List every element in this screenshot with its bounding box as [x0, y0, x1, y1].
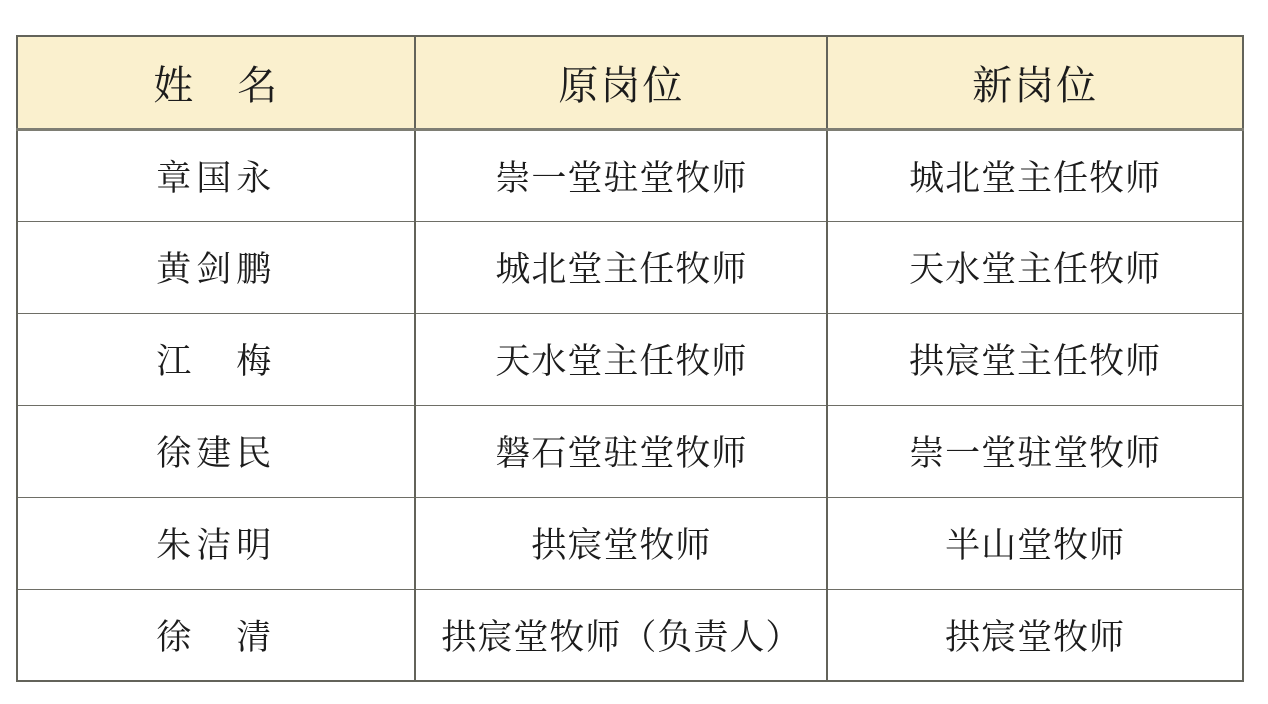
cell-new-position: 城北堂主任牧师	[827, 129, 1243, 221]
cell-name: 章国永	[17, 129, 415, 221]
cell-name: 朱洁明	[17, 497, 415, 589]
cell-name: 徐 清	[17, 589, 415, 681]
cell-new-position: 天水堂主任牧师	[827, 221, 1243, 313]
cell-name: 黄剑鹏	[17, 221, 415, 313]
cell-old-position: 城北堂主任牧师	[415, 221, 827, 313]
cell-new-position: 半山堂牧师	[827, 497, 1243, 589]
table-row	[17, 129, 1243, 221]
cell-old-position: 天水堂主任牧师	[415, 313, 827, 405]
table-row	[17, 405, 1243, 497]
column-header-new-position: 新岗位	[827, 36, 1243, 129]
cell-name: 江 梅	[17, 313, 415, 405]
cell-old-position: 崇一堂驻堂牧师	[415, 129, 827, 221]
column-header-old-position: 原岗位	[415, 36, 827, 129]
cell-new-position: 拱宸堂牧师	[827, 589, 1243, 681]
table-row	[17, 313, 1243, 405]
cell-old-position: 拱宸堂牧师	[415, 497, 827, 589]
table-row	[17, 497, 1243, 589]
cell-old-position: 拱宸堂牧师（负责人）	[415, 589, 827, 681]
cell-new-position: 拱宸堂主任牧师	[827, 313, 1243, 405]
table-header-row	[17, 36, 1243, 129]
cell-name: 徐建民	[17, 405, 415, 497]
table-row	[17, 589, 1243, 681]
position-transfer-table	[16, 35, 1244, 682]
column-header-name: 姓 名	[17, 36, 415, 129]
table-row	[17, 221, 1243, 313]
cell-new-position: 崇一堂驻堂牧师	[827, 405, 1243, 497]
cell-old-position: 磐石堂驻堂牧师	[415, 405, 827, 497]
